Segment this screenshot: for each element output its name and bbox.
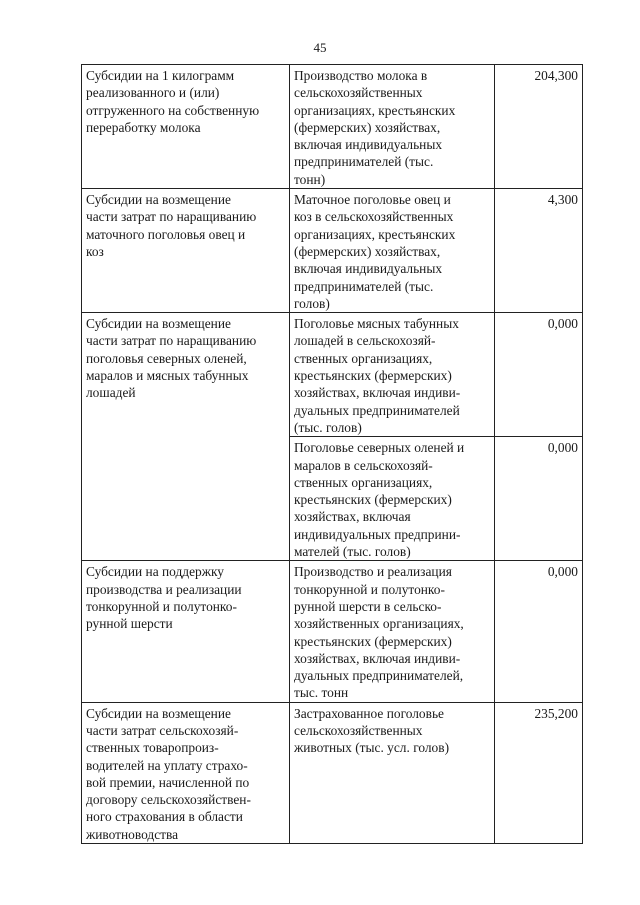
- indicator-name-cell: [290, 437, 495, 561]
- table-row: [82, 65, 583, 189]
- indicator-name-cell: [290, 702, 495, 843]
- subsidy-name: Субсидии на возмещение части затрат сельскохозяй- ственных товаропроиз- водителей на уплату страхо- вой премии, начисленной по договору сельскохозяйствен- ного страхования в области животноводства: [86, 705, 251, 842]
- subsidy-name-cell: [82, 189, 290, 313]
- indicator-name: Поголовье мясных табунных лошадей в сельскохозяй- ственных организациях, крестьянских (фермерских) хозяйствах, включая индиви- дуальных предпринимателей (тыс. голов): [294, 316, 461, 435]
- indicator-name-cell: [290, 65, 495, 189]
- subsidy-name-cell: [82, 65, 290, 189]
- indicator-value: 235,200: [534, 705, 578, 721]
- indicator-value: 0,000: [547, 440, 578, 456]
- indicator-value-cell: [495, 313, 583, 437]
- indicator-value-cell: [495, 65, 583, 189]
- indicator-name: Производство и реализация тонкорунной и полутонко- рунной шерсти в сельско- хозяйственных организациях, крестьянских (фермерских) хозяйствах, включая индиви- дуальных предпринимателей, тыс. тонн: [294, 564, 464, 701]
- indicator-name-cell: [290, 313, 495, 437]
- table-row: [82, 561, 583, 702]
- subsidy-name: Субсидии на 1 килограмм реализованного и (или) отгруженного на собственную переработку молока: [86, 68, 260, 135]
- table-row: [82, 313, 583, 437]
- indicator-value-cell: [495, 702, 583, 843]
- indicator-value: 0,000: [547, 564, 578, 580]
- table-row: [82, 702, 583, 843]
- indicator-value: 204,300: [534, 68, 578, 83]
- indicator-value-cell: [495, 189, 583, 313]
- indicator-name: Застрахованное поголовье сельскохозяйственных животных (тыс. усл. голов): [294, 705, 450, 756]
- subsidy-name-cell: [82, 561, 290, 702]
- indicator-name: Поголовье северных оленей и маралов в сельскохозяй- ственных организациях, крестьянских (фермерских) хозяйствах, включая индивидуальных предприни- мателей (тыс. голов): [294, 440, 465, 560]
- indicator-name-cell: [290, 189, 495, 313]
- table-row: [82, 189, 583, 313]
- subsidy-table: [81, 64, 583, 844]
- subsidy-name: Субсидии на возмещение части затрат по наращиванию поголовья северных оленей, маралов и мясных табунных лошадей: [86, 316, 257, 401]
- subsidy-name: Субсидии на возмещение части затрат по наращиванию маточного поголовья овец и коз: [86, 192, 257, 259]
- indicator-name-cell: [290, 561, 495, 702]
- subsidy-name-cell: [82, 702, 290, 843]
- indicator-value-cell: [495, 561, 583, 702]
- indicator-name: Производство молока в сельскохозяйственных организациях, крестьянских (фермерских) хозяйствах, включая индивидуальных предпринимателей (тыс. тонн): [294, 68, 456, 187]
- indicator-value-cell: [495, 437, 583, 561]
- indicator-name: Маточное поголовье овец и коз в сельскохозяйственных организациях, крестьянских (фермерских) хозяйствах, включая индивидуальных предпринимателей (тыс. голов): [294, 192, 456, 311]
- indicator-value: 0,000: [547, 316, 578, 332]
- subsidy-name-cell: [82, 313, 290, 561]
- subsidy-name: Субсидии на поддержку производства и реализации тонкорунной и полутонко- рунной шерсти: [86, 564, 242, 632]
- indicator-value: 4,300: [547, 192, 578, 208]
- page-number: 45: [313, 40, 327, 55]
